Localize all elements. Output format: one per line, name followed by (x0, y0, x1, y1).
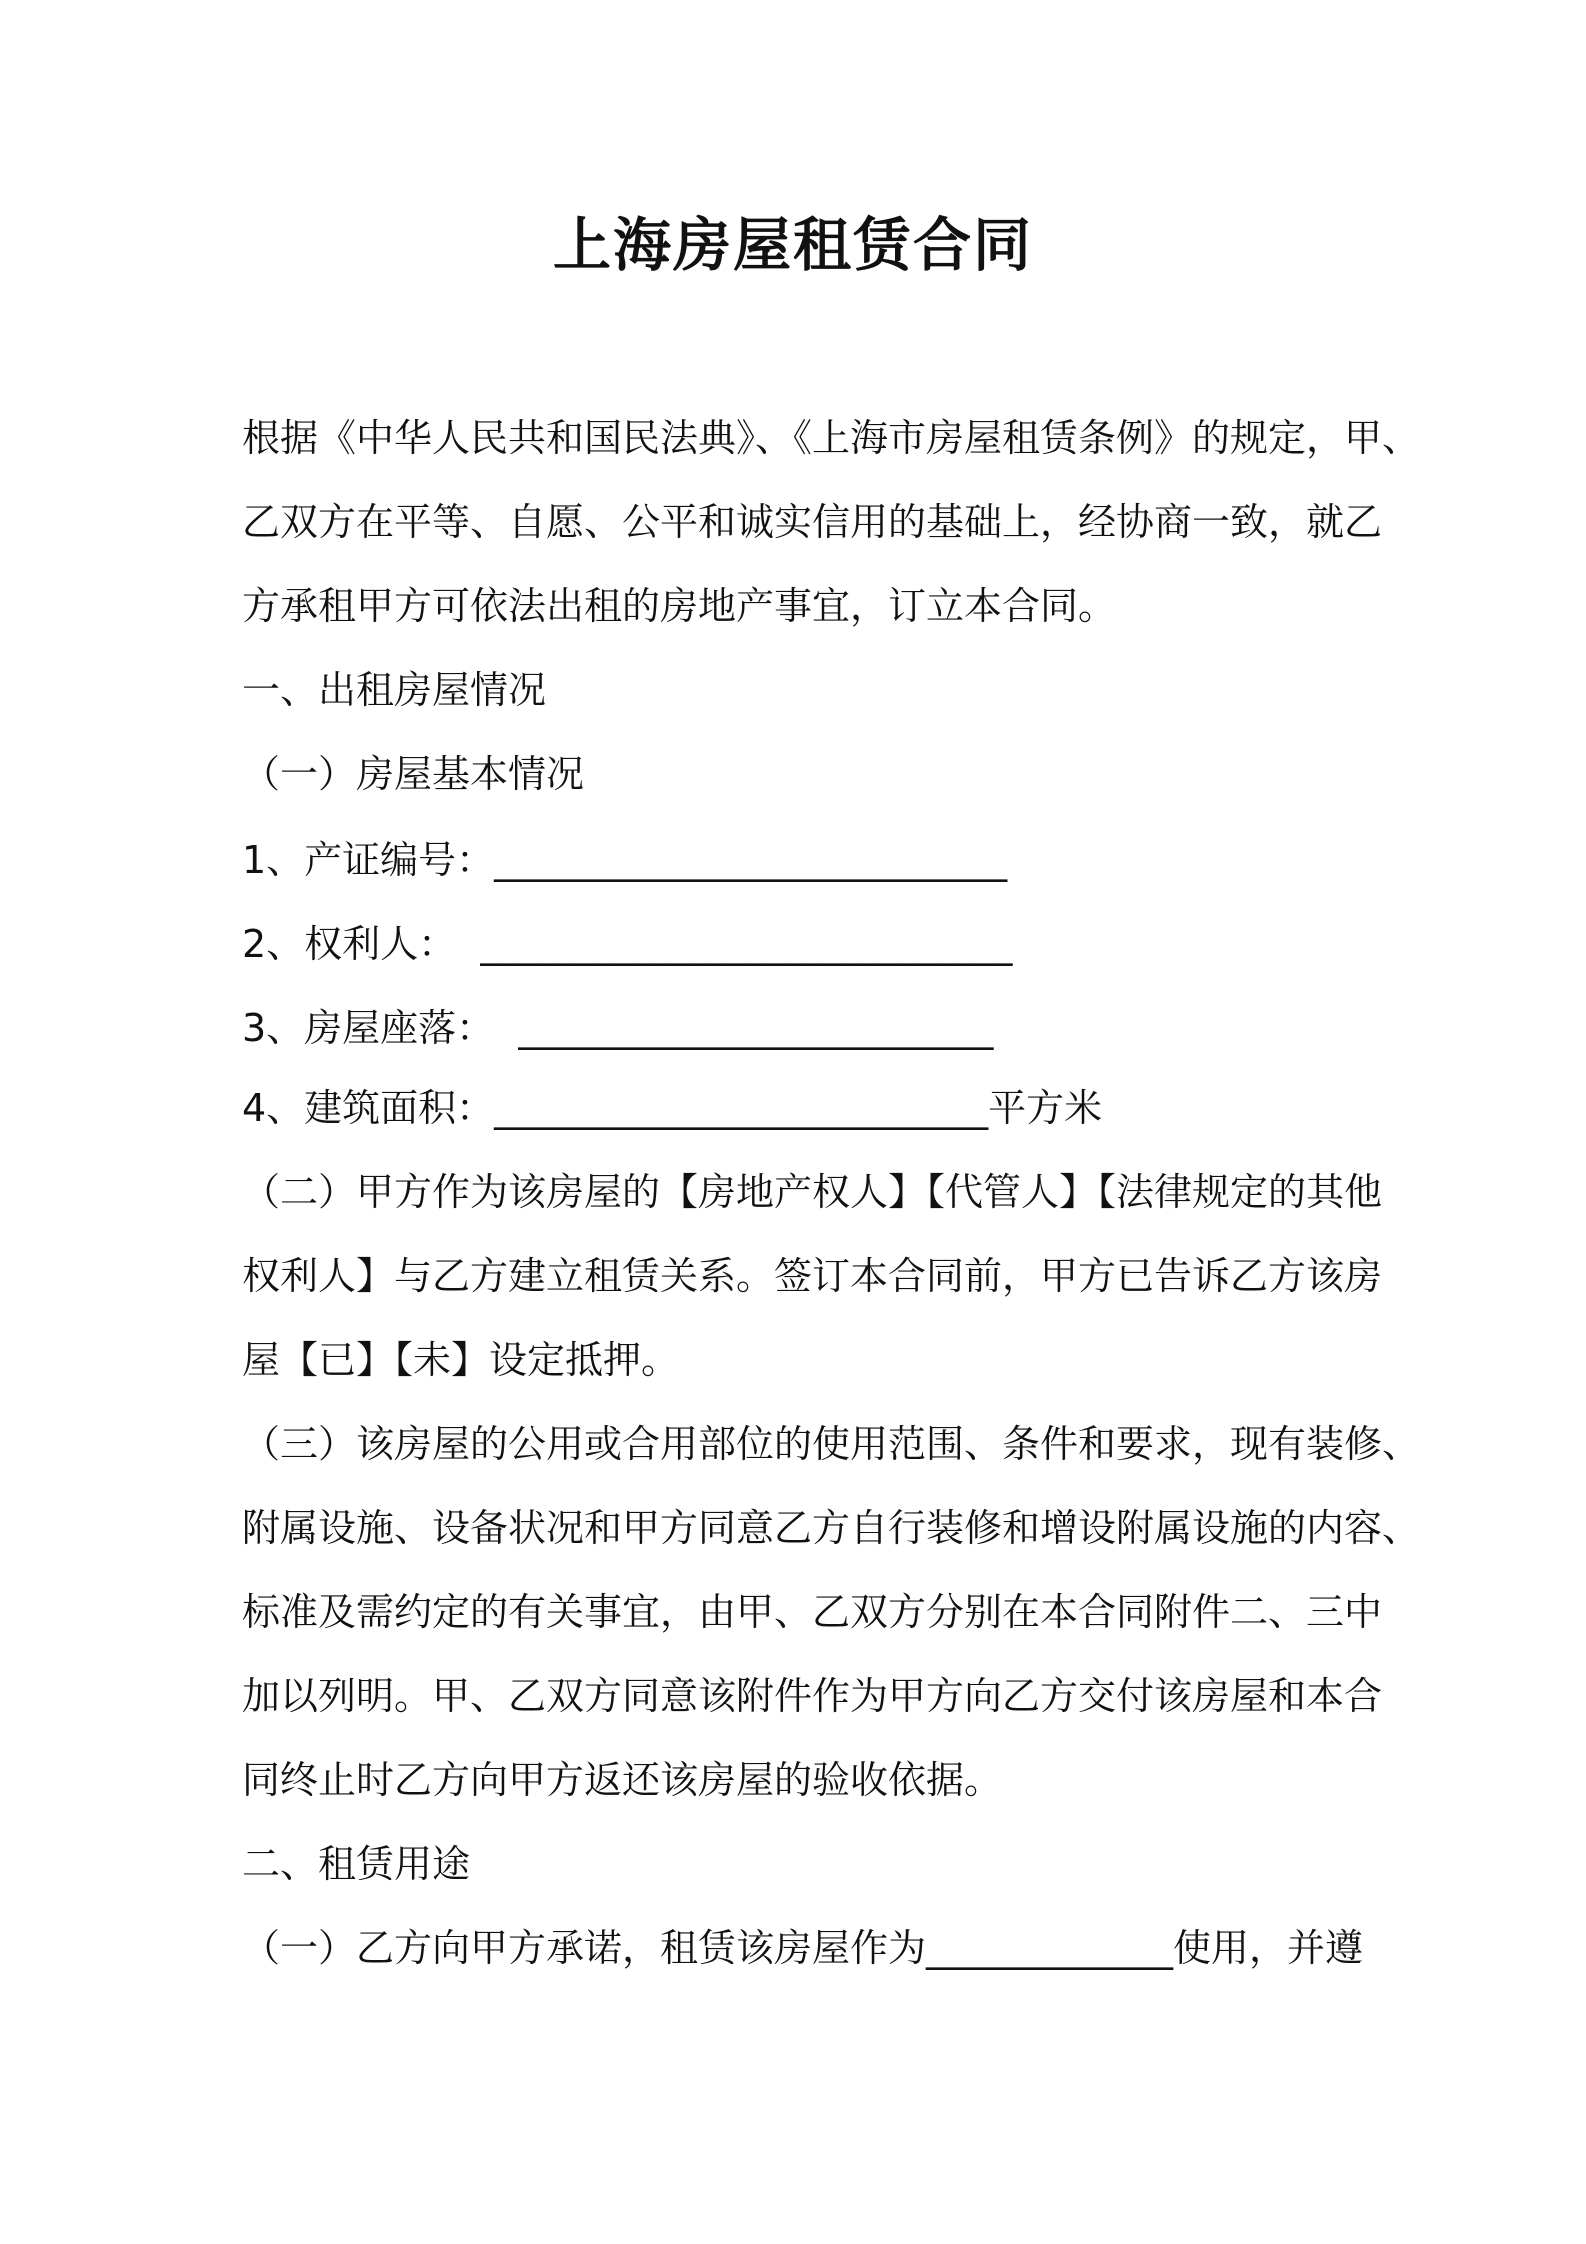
clause-1-3-line-4: 加以列明。甲、乙双方同意该附件作为甲方向乙方交付该房屋和本合 (242, 1674, 1383, 1718)
section-heading-2: 二、租赁用途 (242, 1842, 471, 1886)
intro-line-1: 根据《中华人民共和国民法典》、《上海市房屋租赁条例》的规定，甲、 (242, 416, 1421, 460)
clause-1-3-line-2: 附属设施、设备状况和甲方同意乙方自行装修和增设附属设施的内容、 (242, 1506, 1421, 1550)
clause-1-3-line-1: （三）该房屋的公用或合用部位的使用范围、条件和要求，现有装修、 (242, 1422, 1421, 1466)
intro-line-3: 方承租甲方可依法出租的房地产事宜，订立本合同。 (242, 584, 1117, 628)
field-cert-number: 1、产证编号：___________________________ (242, 838, 1008, 882)
field-location: 3、房屋座落： _________________________ (242, 1006, 994, 1050)
clause-2-1-line-1: （一）乙方向甲方承诺，租赁该房屋作为_____________使用，并遵 (242, 1926, 1364, 1970)
clause-1-3-line-3: 标准及需约定的有关事宜，由甲、乙双方分别在本合同附件二、三中 (242, 1590, 1383, 1634)
clause-1-2-line-2: 权利人】与乙方建立租赁关系。签订本合同前，甲方已告诉乙方该房 (242, 1254, 1383, 1298)
clause-1-3-line-5: 同终止时乙方向甲方返还该房屋的验收依据。 (242, 1758, 1003, 1802)
section-heading-1: 一、出租房屋情况 (242, 668, 547, 712)
document-title: 上海房屋租赁合同 (552, 211, 1033, 279)
subsection-heading-1-1: （一）房屋基本情况 (242, 752, 585, 796)
intro-line-2: 乙双方在平等、自愿、公平和诚实信用的基础上，经协商一致，就乙 (242, 500, 1383, 544)
field-area: 4、建筑面积：__________________________平方米 (242, 1086, 1103, 1130)
field-owner: 2、权利人： ____________________________ (242, 922, 1013, 966)
clause-1-2-line-1: （二）甲方作为该房屋的【房地产权人】【代管人】【法律规定的其他 (242, 1170, 1383, 1214)
clause-1-2-line-3: 屋【已】【未】设定抵押。 (242, 1338, 680, 1382)
